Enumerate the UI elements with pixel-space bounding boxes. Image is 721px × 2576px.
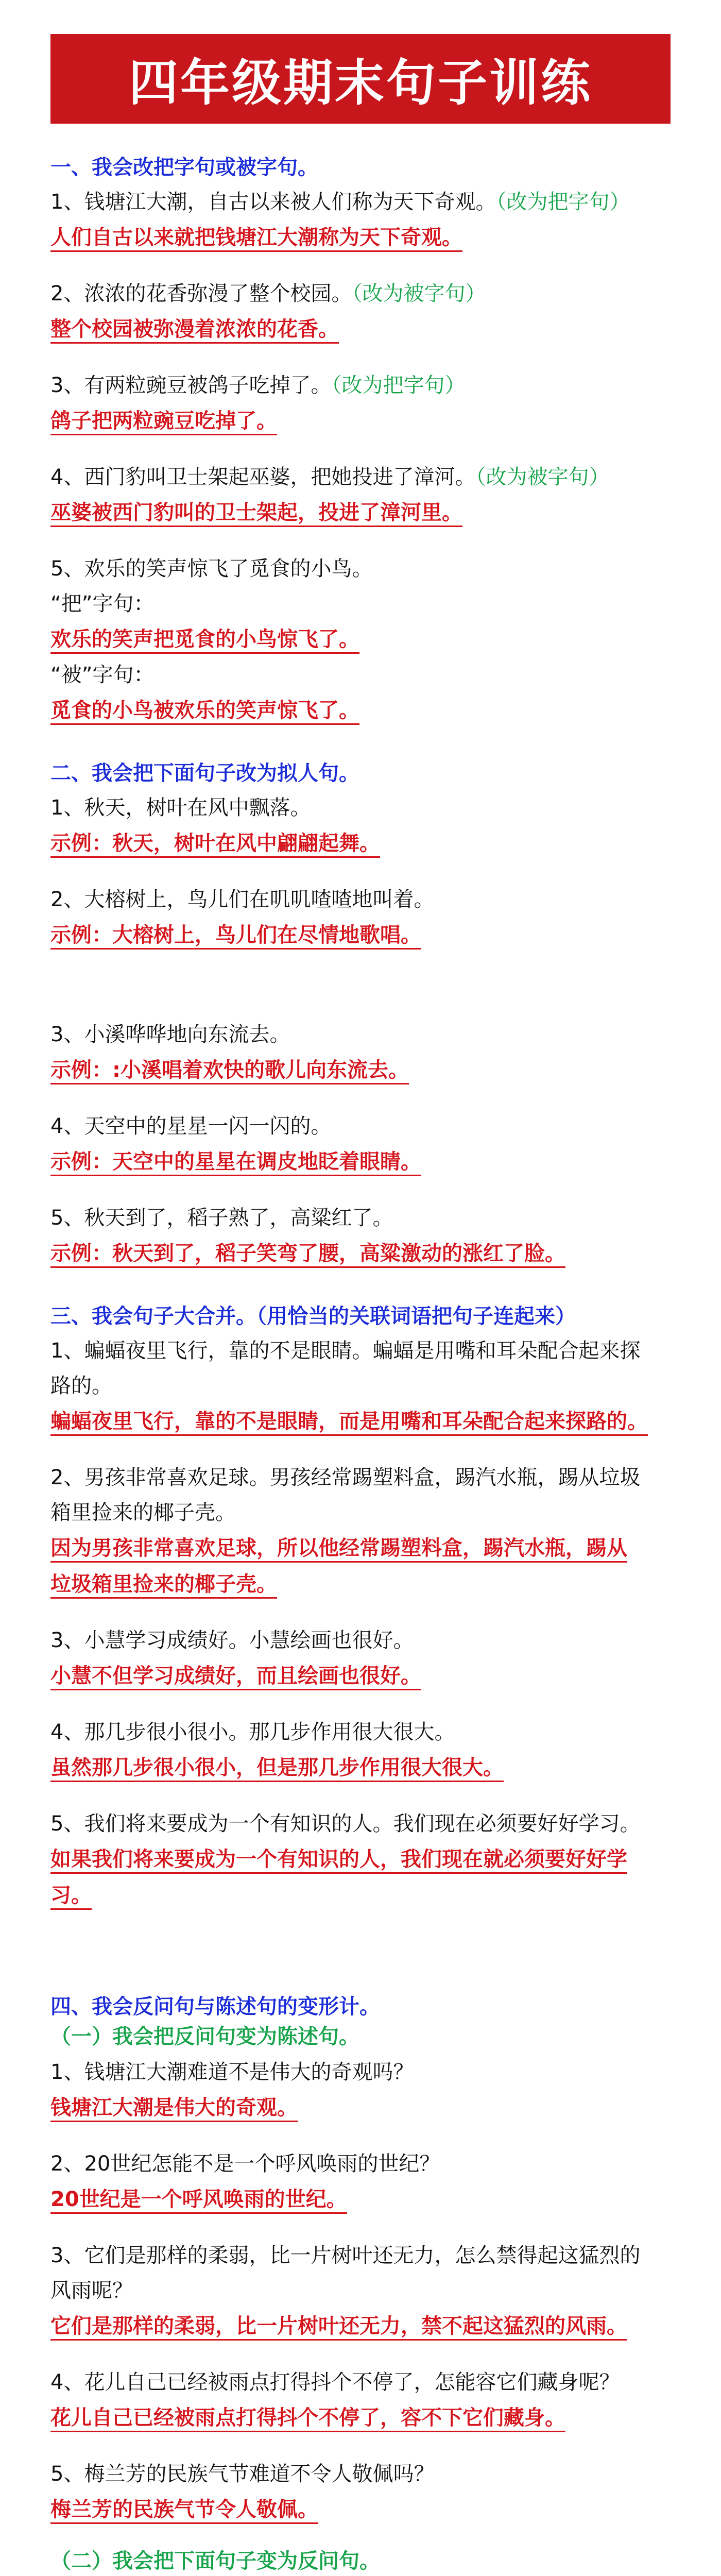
answer-text: 巫婆被西门豹叫的卫士架起，投进了漳河里。 [50,501,462,527]
question-item [50,882,671,953]
section-1 [50,152,671,728]
question-text: 1、蝙蝠夜里飞行，靠的不是眼睛。蝙蝠是用嘴和耳朵配合起来探 [50,1339,641,1363]
answer-text: 示例：秋天，树叶在风中翩翩起舞。 [50,832,380,858]
question-text: 1、钱塘江大潮难道不是伟大的奇观吗？ [50,2060,414,2084]
question-text: 3、它们是那样的柔弱，比一片树叶还无力，怎么禁得起这猛烈的 [50,2244,641,2267]
question-text-cont: 路的。 [50,1374,112,1398]
answer-text: 蝙蝠夜里飞行，靠的不是眼睛，而是用嘴和耳朵配合起来探路的。 [50,1410,648,1436]
question-note: （改为把字句） [331,374,466,397]
question-item [50,2238,671,2344]
question-item [50,1017,671,1088]
question-item [50,2055,671,2126]
question-text: 3、小慧学习成绩好。小慧绘画也很好。 [50,1629,414,1652]
answer-text: 示例：:小溪唱着欢快的歌儿向东流去。 [50,1058,409,1084]
question-text-cont: 风雨呢？ [50,2279,133,2302]
question-text: 2、男孩非常喜欢足球。男孩经常踢塑料盒，踢汽水瓶，踢从垃圾 [50,1466,641,1489]
answer-text: 钱塘江大潮是伟大的奇观。 [50,2096,298,2122]
question-text-cont: 箱里捡来的椰子壳。 [50,1501,236,1524]
section-heading: 二、我会把下面句子改为拟人句。 [50,761,359,785]
question-item [50,276,671,347]
question-text: 1、钱塘江大潮，自古以来被人们称为天下奇观。 [50,190,496,214]
answer-text: 梅兰芳的民族气节令人敬佩。 [50,2498,318,2524]
question-item [50,2365,671,2436]
question-item [50,1200,671,1272]
section-2 [50,758,671,1272]
question-text: 2、20世纪怎能不是一个呼风唤雨的世纪？ [50,2152,440,2176]
question-item [50,1460,671,1602]
page-title: 四年级期末句子训练 [129,54,592,112]
answer-text: 人们自古以来就把钱塘江大潮称为天下奇观。 [50,226,462,252]
answer-text: 如果我们将来要成为一个有知识的人，我们现在就必须要好好学 [50,1848,627,1874]
question-text: 5、我们将来要成为一个有知识的人。我们现在必须要好好学习。 [50,1812,641,1836]
answer-text: 20世纪是一个呼风唤雨的世纪。 [50,2188,347,2214]
answer-text-cont: 垃圾箱里捡来的椰子壳。 [50,1572,277,1599]
question-item [50,460,671,531]
question-text: 2、大榕树上，鸟儿们在叽叽喳喳地叫着。 [50,888,435,911]
answer-text: 示例：秋天到了，稻子笑弯了腰，高粱激动的涨红了脸。 [50,1242,565,1268]
bei-label: “被”字句： [50,663,154,687]
question-text: 3、小溪哗哗地向东流去。 [50,1023,290,1046]
question-text: 5、梅兰芳的民族气节难道不令人敬佩吗？ [50,2462,435,2486]
question-text: 1、秋天，树叶在风中飘落。 [50,796,311,820]
subsection-heading: （一）我会把反问句变为陈述句。 [50,2025,359,2048]
question-item [50,1333,671,1439]
answer-text: 花儿自己已经被雨点打得抖个不停了，容不下它们藏身。 [50,2406,565,2432]
ba-label: “把”字句： [50,592,154,616]
answer-text: 因为男孩非常喜欢足球，所以他经常踢塑料盒，踢汽水瓶，踢从 [50,1536,627,1563]
question-text: 4、天空中的星星一闪一闪的。 [50,1114,332,1138]
section-heading: 四、我会反问句与陈述句的变形计。 [50,1995,380,2019]
question-text: 4、西门豹叫卫士架起巫婆，把她投进了漳河。 [50,465,476,489]
answer-text: 欢乐的笑声把觅食的小鸟惊飞了。 [50,628,359,654]
question-text: 5、秋天到了，稻子熟了，高粱红了。 [50,1206,393,1230]
answer-text: 示例：天空中的星星在调皮地眨着眼睛。 [50,1150,421,1176]
answer-text: 觅食的小鸟被欢乐的笑声惊飞了。 [50,699,359,725]
section-3 [50,1301,671,1913]
question-item [50,368,671,439]
question-note: （改为被字句） [475,465,610,489]
question-item [50,1715,671,1786]
question-item [50,1623,671,1694]
question-text: 4、花儿自己已经被雨点打得抖个不停了，怎能容它们藏身呢？ [50,2370,620,2394]
question-note: （改为把字句） [496,190,630,214]
question-item [50,2456,671,2528]
answer-text: 整个校园被弥漫着浓浓的花香。 [50,317,339,344]
question-item [50,551,671,728]
question-text: 2、浓浓的花香弥漫了整个校园。 [50,282,352,306]
section-heading: 三、我会句子大合并。（用恰当的关联词语把句子连起来） [50,1304,576,1328]
answer-text: 虽然那几步很小很小，但是那几步作用很大很大。 [50,1756,504,1782]
question-note: （改为被字句） [352,282,486,306]
question-text: 3、有两粒豌豆被鸽子吃掉了。 [50,374,332,397]
answer-text: 它们是那样的柔弱，比一片树叶还无力，禁不起这猛烈的风雨。 [50,2314,627,2341]
answer-text: 示例：大榕树上，鸟儿们在尽情地歌唱。 [50,923,421,950]
question-item [50,2146,671,2217]
question-item [50,1109,671,1180]
question-text: 4、那几步很小很小。那几步作用很大很大。 [50,1720,455,1744]
question-text: 5、欢乐的笑声惊飞了觅食的小鸟。 [50,557,373,581]
answer-text: 小慧不但学习成绩好，而且绘画也很好。 [50,1664,421,1690]
subsection-heading: （二）我会把下面句子变为反问句。 [50,2549,380,2573]
question-item [50,184,671,256]
section-heading: 一、我会改把字句或被字句。 [50,156,318,179]
answer-text-cont: 习。 [50,1884,92,1910]
question-item [50,790,671,861]
title-banner [50,34,671,124]
section-4 [50,1992,671,2576]
question-item [50,1806,671,1913]
answer-text: 鸽子把两粒豌豆吃掉了。 [50,409,277,435]
